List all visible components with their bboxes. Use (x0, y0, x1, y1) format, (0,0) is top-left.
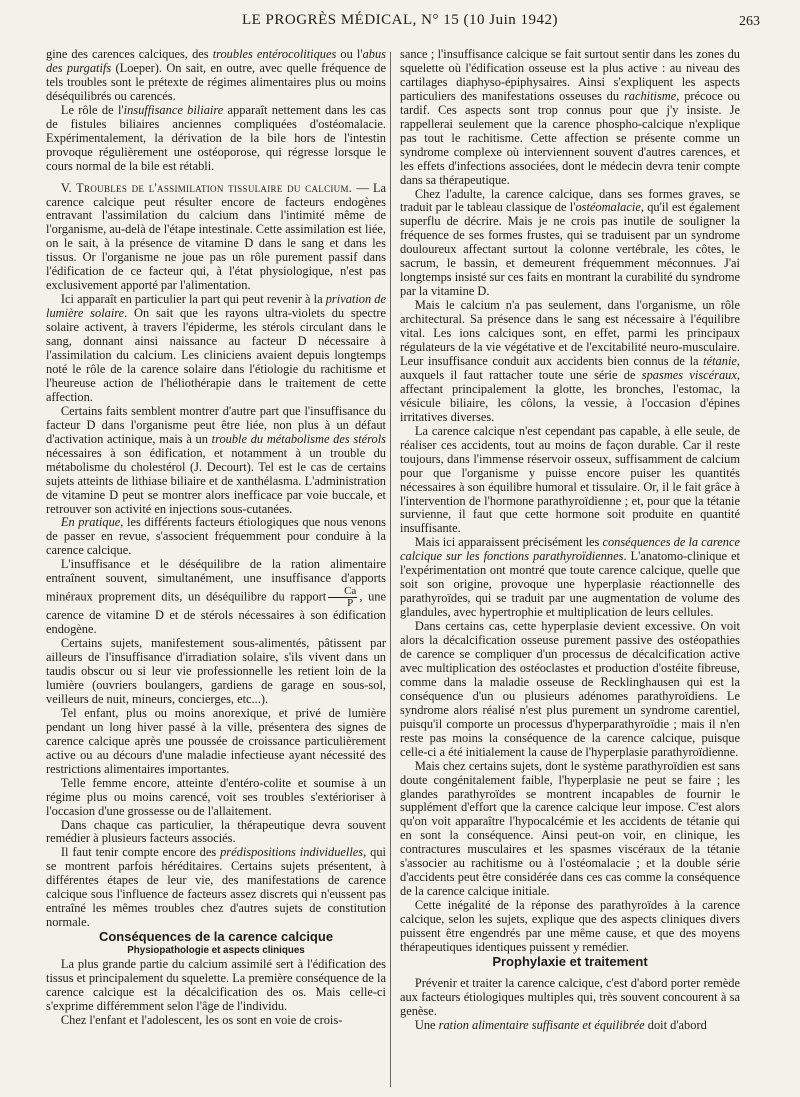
paragraph: Certains faits semblent montrer d'autre part que l'insuffisance du facteur D dans l'organisme peut être liée, non plus à un défaut d'activation actinique, mais à un trouble du métabolisme des stérols nécessaires à son édification, et notamment à un trouble du métabolisme du cholestérol (J. Decourt). Tel est le cas de certains sujets atteints de lithiase biliaire et de xanthélasma. L'administration de vitamine D peut se montrer alors inefficace par voie buccale, et retrouver son activité en injections sous-cutanées. (46, 403, 386, 516)
paragraph: Dans certains cas, cette hyperplasie devient excessive. On voit alors la décalcification osseuse purement passive des ostéopathies de carence se compliquer d'un processus de décalcification active avec multiplication des ostéoclastes et production d'ostéite fibreuse, comme dans la maladie osseuse de Recklinghausen qui est la conséquence d'un ou plusieurs adénomes parathyroïdiens. Le syndrome alors réalisé n'est plus purement un syndrome carentiel, puisqu'il comporte un processus d'hyperparathyroïdie ; mais il n'en reste pas moins la conséquence de la carence calcique, puisque celle-ci a été initialement la cause de l'hyperplasie parathyroïdienne. (400, 619, 740, 759)
paragraph: V. Troubles de l'assimilation tissulaire du calcium. — La carence calcique peut résulter encore de facteurs endogènes entravant l'assimilation du calcium dans l'intimité même de l'organisme, au-delà de l'étape intestinale. Cette assimilation est liée, on le sait, à la présence de vitamine D dans le sang et dans les tissus. Or l'organisme ne joue pas un rôle purement passif dans l'édification de ce facteur qui, à l'état physiologique, n'est pas exclusivement apporté par l'alimentation. (46, 180, 387, 293)
paragraph: Ici apparaît en particulier la part qui peut revenir à la privation de lumière solaire. On sait que les rayons ultra-violets du spectre solaire activent, à travers l'épiderme, les stérols circulant dans le sang, donnant ainsi naissance au facteur D nécessaire à l'assimilation du calcium. Les cliniciens avaient depuis longtemps noté le rôle de la carence solaire dans l'étiologie du rachitisme et l'heureuse action de l'héliothérapie dans le traitement de cette affection. (46, 292, 387, 404)
paragraph: Prévenir et traiter la carence calcique, c'est d'abord porter remède aux facteurs étiologiques multiples qui, très souvent concourent à sa genèse. (400, 975, 740, 1018)
paragraph: Chez l'enfant et l'adolescent, les os sont en voie de crois- (60, 1012, 343, 1027)
column-divider (390, 52, 391, 1087)
paragraph: Une ration alimentaire suffisante et équilibrée doit d'abord (414, 1017, 707, 1032)
section-title: Prophylaxie et traitement (492, 953, 648, 969)
section-subtitle: Physiopathologie et aspects cliniques (127, 945, 305, 957)
journal-title: LE PROGRÈS MÉDICAL, N° 15 (10 Juin 1942) (241, 12, 558, 28)
paragraph: Il faut tenir compte encore des prédispositions individuelles, qui se montrent parfois héréditaires. Certains sujets présentent, à différentes étapes de leur vie, des manifestations de carence calcique sous l'influence de facteurs assez discrets qui n'eussent pas entraîné les mêmes troubles chez d'autres sujets de constitution normale. (46, 845, 386, 930)
paragraph: Chez l'adulte, la carence calcique, dans ses formes graves, se traduit par le tableau classique de l'ostéomalacie, qu'il est également superflu de décrire. Mais je ne crois pas inutile de souligner la fréquence de ses formes frustes, qui se traduisent par un syndrome douloureux affectant surtout la colonne vertébrale, les côtes, le sacrum, le bassin, et demeurent fréquemment méconnues. J'ai longtemps insisté sur ces faits en montrant la curabilité du syndrome par la vitamine D. (400, 186, 740, 299)
paragraph: La plus grande partie du calcium assimilé sert à l'édification des tissus et principalement du squelette. La première conséquence de la carence calcique est la décalcification des os. Mais celle-ci s'exprime différemment selon l'âge de l'individu. (46, 957, 386, 1013)
paragraph: Cette inégalité de la réponse des parathyroïdes à la carence calcique, selon les sujets, explique que des aspects cliniques divers puissent être engendrés par une même cause, et que des moyens thérapeutiques identiques puissent y remédier. (400, 898, 740, 954)
paragraph: L'insuffisance et le déséquilibre de la ration alimentaire entraînent souvent, simultanément, une insuffisance d'apports minéraux proprement dits, un déséquilibre du rapport $\frac{Ca}{P}$ , une carence de vitamine D et de stérols nécessaires à son édification endogène. (46, 557, 386, 637)
paragraph: Mais chez certains sujets, dont le système parathyroïdien est sans doute congénitalement faible, l'hyperplasie ne peut se faire ; les glandes parathyroïdes se montrent incapables de fournir le supplément d'effort que la carence calcique leur impose. C'est alors qu'on voit apparaître l'hypocalcémie et les accidents de tétanie qui en sont la conséquence. Ainsi peut-on voir, en clinique, les contractures musculaires et les spasmes viscéraux de la tétanie s'associer au rachitisme ou à l'ostéomalacie ; et la double série d'accidents peut être considérée dans ces cas comme la conséquence de la carence calcique initiale. (400, 758, 740, 899)
paragraph: Telle femme encore, atteinte d'entéro-colite et soumise à un régime plus ou moins carencé, voit ses troubles s'extérioriser à l'occasion d'une grossesse ou de l'allaitement. (46, 775, 386, 818)
page-number: 263 (739, 14, 760, 29)
right-column (400, 48, 740, 1033)
paragraph: Tel enfant, plus ou moins anorexique, et privé de lumière pendant un long hiver passé à la ville, présentera des signes de carence calcique après une poussée de croissance particulièrement active ou au décours d'une maladie infectieuse ayant nécessité des restrictions alimentaires importantes. (46, 705, 386, 776)
subsection-heading: V. Troubles de l'assimilation tissulaire du calcium. (60, 180, 353, 195)
running-header (0, 12, 800, 38)
paragraph: Le rôle de l'insuffisance biliaire apparaît nettement dans les cas de fistules biliaires anciennes compliquées d'ostéomalacie. Expérimentalement, la dérivation de la bile hors de l'intestin provoque régulièrement une ostéoporose, qui régresse lorsque le cours normal de la bile est rétabli. (46, 102, 386, 173)
paragraph: La carence calcique n'est cependant pas capable, à elle seule, de réaliser ces accidents, tout au moins de façon durable. Car il reste toujours, dans l'immense réservoir osseux, suffisamment de calcium pour que l'organisme y puisse encore puiser les quantités nécessaires à son équilibre humoral et tissulaire. Or, il le fait grâce à l'intervention de l'hormone parathyroïdienne ; et, pour que la tétanie survienne, il faut que cette hormone soit produite en quantité insuffisante. (400, 423, 740, 536)
paragraph: Certains sujets, manifestement sous-alimentés, pâtissent par ailleurs de l'insuffisance d'irradiation solaire, s'ils vivent dans un taudis obscur ou si leur vie professionnelle les retient loin de la lumière (ouvriers boulangers, gardiens de garage en sous-sol, veilleurs de nuit, mineurs, concierges, etc...). (46, 636, 386, 706)
paragraph: Mais le calcium n'a pas seulement, dans l'organisme, un rôle architectural. Sa présence dans le sang est nécessaire à l'équilibre vital. Les ions calciques sont, en effet, parmi les principaux régulateurs de la vie végétative et de l'excitabilité neuro-musculaire. Leur insuffisance conduit aux accidents bien connus de la tétanie, auxquels il faut rattacher toute une série de spasmes viscéraux, affectant principalement la glotte, les bronches, l'estomac, la vésicule biliaire, les côlons, la vessie, à l'occasion d'épines irritatives diverses. (400, 298, 740, 424)
left-column (46, 48, 386, 1028)
ca-p-fraction: $\frac{Ca}{P}$ (328, 586, 357, 609)
section-title: Conséquences de la carence calcique (98, 929, 334, 945)
paragraph: En pratique, les différents facteurs étiologiques que nous venons de passer en revue, s'associent fréquemment pour conduire à la carence calcique. (46, 515, 386, 558)
paragraph: gine des carences calciques, des troubles entérocolitiques ou l'abus des purgatifs (Loeper). On sait, en outre, avec quelle fréquence de tels troubles sont le prétexte de régimes alimentaires plus ou moins déséquilibrés ou carencés. (46, 47, 386, 103)
paragraph: sance ; l'insuffisance calcique se fait surtout sentir dans les zones du squelette où l'édification osseuse est la plus active : au niveau des cartilages diaphyso-épiphysaires. Ainsi s'expliquent les aspects particuliers des manifestations osseuses du rachitisme, précoce ou tardif. Ces aspects sont trop connus pour que j'y insiste. Je rappellerai seulement que la carence phospho-calcique n'explique pas tout le rachitisme. Cette affection se présente comme un syndrome complexe où interviennent souvent d'autres carences, et les effets d'infections associées, dont le médecin devra tenir compte dans sa thérapeutique. (400, 47, 740, 187)
paragraph: Dans chaque cas particulier, la thérapeutique devra souvent remédier à plusieurs facteurs associés. (46, 817, 386, 846)
paragraph: Mais ici apparaissent précisément les conséquences de la carence calcique sur les fonctions parathyroïdiennes. L'anatomo-clinique et l'expérimentation ont montré que toute carence calcique, quelle que soit son origine, provoque une hyperplasie réactionnelle des parathyroïdes, qui se traduit par une augmentation de volume des glandules, avec hypertrophie et multiplication de leurs cellules. (400, 535, 740, 620)
